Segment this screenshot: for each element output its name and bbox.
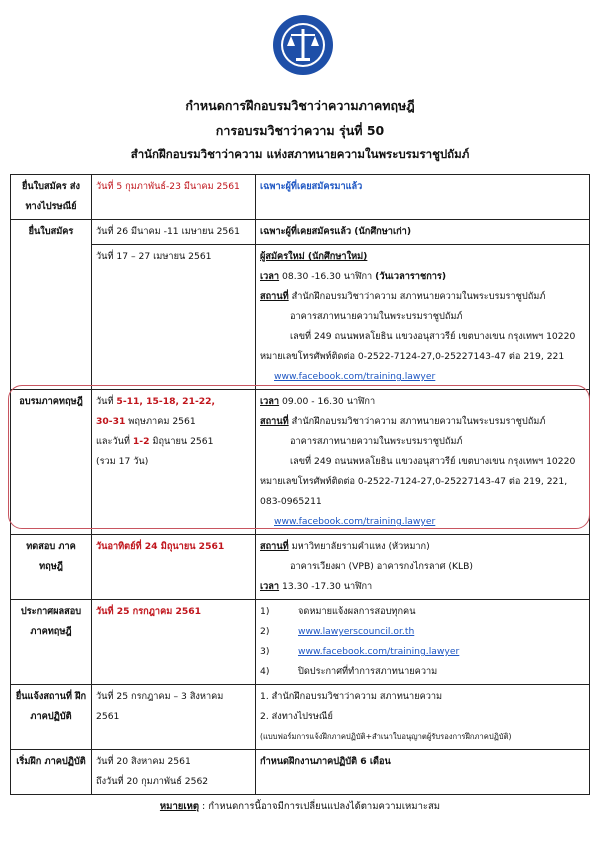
note-label: หมายเหตุ: [159, 801, 200, 812]
june-year: มิถุนายน 2561: [149, 436, 214, 447]
row-detail: เฉพาะผู้ที่เคยสมัครแล้ว (นักศึกษาเก่า): [256, 220, 590, 245]
phone: หมายเลขโทรศัพท์ติดต่อ 0-2522-7124-27,0-25227143-47 ต่อ 219, 221: [260, 351, 565, 362]
row-date: [92, 750, 256, 795]
lawyers-council-seal-logo: [272, 14, 334, 76]
organization-name: สำนักฝึกอบรมวิชาว่าความ แห่งสภาทนายความในพระบรมราชูปถัมภ์: [130, 147, 470, 161]
submit-note: (แบบฟอร์มการแจ้งฝึกภาคปฏิบัติ+สำเนาใบอนุญาตผู้รับรองการฝึกภาคปฏิบัติ): [260, 732, 512, 741]
row-date: วันที่ 26 มีนาคม -11 เมษายน 2561: [92, 220, 256, 245]
address: เลขที่ 249 ถนนพหลโยธิน แขวงอนุสาวรีย์ เขตบางเขน กรุงเทพฯ 10220: [290, 456, 576, 467]
date-prefix: วันที่: [96, 396, 117, 407]
table-row: [11, 175, 590, 220]
row-detail: กำหนดฝึกงานภาคปฏิบัติ 6 เดือน: [256, 750, 590, 795]
table-row: [11, 685, 590, 750]
table-row: [11, 750, 590, 795]
row-date: วันที่ 17 – 27 เมษายน 2561: [92, 245, 256, 390]
row-date: วันที่ 25 กรกฎาคม 2561: [92, 600, 256, 685]
may-year: พฤษภาคม 2561: [125, 416, 196, 427]
place-text: สำนักฝึกอบรมวิชาว่าความ สภาทนายความในพระบรมราชูปถัมภ์: [288, 416, 546, 427]
row-date: [92, 685, 256, 750]
table-row: [11, 245, 590, 390]
time-text: 09.00 - 16.30 นาฬิกา: [279, 396, 376, 407]
end-date: ถึงวันที่ 20 กุมภาพันธ์ 2562: [96, 776, 209, 787]
place-building: อาคารสภาทนายความในพระบรมราชูปถัมภ์: [290, 436, 463, 447]
row-detail: [256, 535, 590, 600]
list-item: 1) จดหมายแจ้งผลการสอบทุกคน: [260, 606, 416, 617]
start-date: วันที่ 20 สิงหาคม 2561: [96, 756, 191, 767]
row-detail: [256, 685, 590, 750]
exam-building: อาคารเวียงผา (VPB) อาคารกงไกรลาศ (KLB): [290, 561, 474, 572]
time-note: (วันเวลาราชการ): [375, 271, 447, 282]
row-date: วันอาทิตย์ที่ 24 มิถุนายน 2561: [92, 535, 256, 600]
row-label: ประกาศผลสอบ ภาคทฤษฎี: [11, 600, 92, 685]
page-title: กำหนดการฝึกอบรมวิชาว่าความภาคทฤษฎี: [185, 98, 415, 113]
row-label: เริ่มฝึก ภาคปฏิบัติ: [11, 750, 92, 795]
date-and: และวันที่: [96, 436, 133, 447]
row-label: อบรมภาคทฤษฎี: [11, 390, 92, 535]
row-detail: [256, 245, 590, 390]
facebook-link[interactable]: www.facebook.com/training.lawyer: [274, 516, 436, 527]
phone: หมายเลขโทรศัพท์ติดต่อ 0-2522-7124-27,0-25227143-47 ต่อ 219, 221,: [260, 476, 568, 487]
training-days-june: 1-2: [132, 436, 150, 447]
phone-mobile: 083-0965211: [260, 496, 322, 507]
table-row: [11, 600, 590, 685]
place-building: อาคารสภาทนายความในพระบรมราชูปถัมภ์: [290, 311, 463, 322]
place-label: สถานที่: [260, 541, 289, 552]
page-subtitle: การอบรมวิชาว่าความ รุ่นที่ 50: [215, 123, 385, 138]
place-label: สถานที่: [260, 416, 289, 427]
facebook-link[interactable]: www.facebook.com/training.lawyer: [298, 646, 460, 657]
row-detail: [256, 390, 590, 535]
table-row: [11, 220, 590, 245]
time-label: เวลา: [260, 581, 280, 592]
time-text: 13.30 -17.30 นาฬิกา: [279, 581, 373, 592]
footnote: [0, 799, 600, 814]
new-applicant-title: ผู้สมัครใหม่ (นักศึกษาใหม่): [260, 251, 368, 262]
row-label: ยื่นแจ้งสถานที่ ฝึกภาคปฏิบัติ: [11, 685, 92, 750]
time-text: 08.30 -16.30 นาฬิกา: [279, 271, 376, 282]
address: เลขที่ 249 ถนนพหลโยธิน แขวงอนุสาวรีย์ เขตบางเขน กรุงเทพฯ 10220: [290, 331, 576, 342]
note-text: : กำหนดการนี้อาจมีการเปลี่ยนแปลงได้ตามความเหมาะสม: [199, 801, 441, 812]
submit-option-1: 1. สำนักฝึกอบรมวิชาว่าความ สภาทนายความ: [260, 691, 443, 702]
lawyerscouncil-link[interactable]: www.lawyerscouncil.or.th: [298, 626, 415, 637]
date-range: วันที่ 25 กรกฎาคม – 3 สิงหาคม: [96, 691, 224, 702]
row-label: ยื่นใบสมัคร: [11, 220, 92, 390]
time-label: เวลา: [260, 271, 280, 282]
submit-option-2: 2. ส่งทางไปรษณีย์: [260, 711, 333, 722]
place-label: สถานที่: [260, 291, 289, 302]
facebook-link[interactable]: www.facebook.com/training.lawyer: [274, 371, 436, 382]
time-label: เวลา: [260, 396, 280, 407]
row-date: วันที่ 5 กุมภาพันธ์-23 มีนาคม 2561: [92, 175, 256, 220]
date-year: 2561: [96, 711, 120, 722]
row-label: ยื่นใบสมัคร ส่งทางไปรษณีย์: [11, 175, 92, 220]
list-item: 4) ปิดประกาศที่ทำการสภาทนายความ: [260, 666, 438, 677]
training-days-may-end: 30-31: [96, 416, 126, 427]
place-text: มหาวิทยาลัยรามคำแหง (หัวหมาก): [288, 541, 430, 552]
table-row: [11, 535, 590, 600]
schedule-table: [10, 174, 590, 795]
row-date: [92, 390, 256, 535]
row-detail: เฉพาะผู้ที่เคยสมัครมาแล้ว: [256, 175, 590, 220]
row-detail: [256, 600, 590, 685]
row-label: ทดสอบ ภาคทฤษฎี: [11, 535, 92, 600]
training-days-may: 5-11, 15-18, 21-22,: [116, 396, 216, 407]
date-total: (รวม 17 วัน): [96, 456, 149, 467]
table-row: [11, 390, 590, 535]
list-item: 2) www.lawyerscouncil.or.th: [260, 626, 415, 637]
list-item: 3) www.facebook.com/training.lawyer: [260, 646, 460, 657]
place-text: สำนักฝึกอบรมวิชาว่าความ สภาทนายความในพระบรมราชูปถัมภ์: [288, 291, 546, 302]
